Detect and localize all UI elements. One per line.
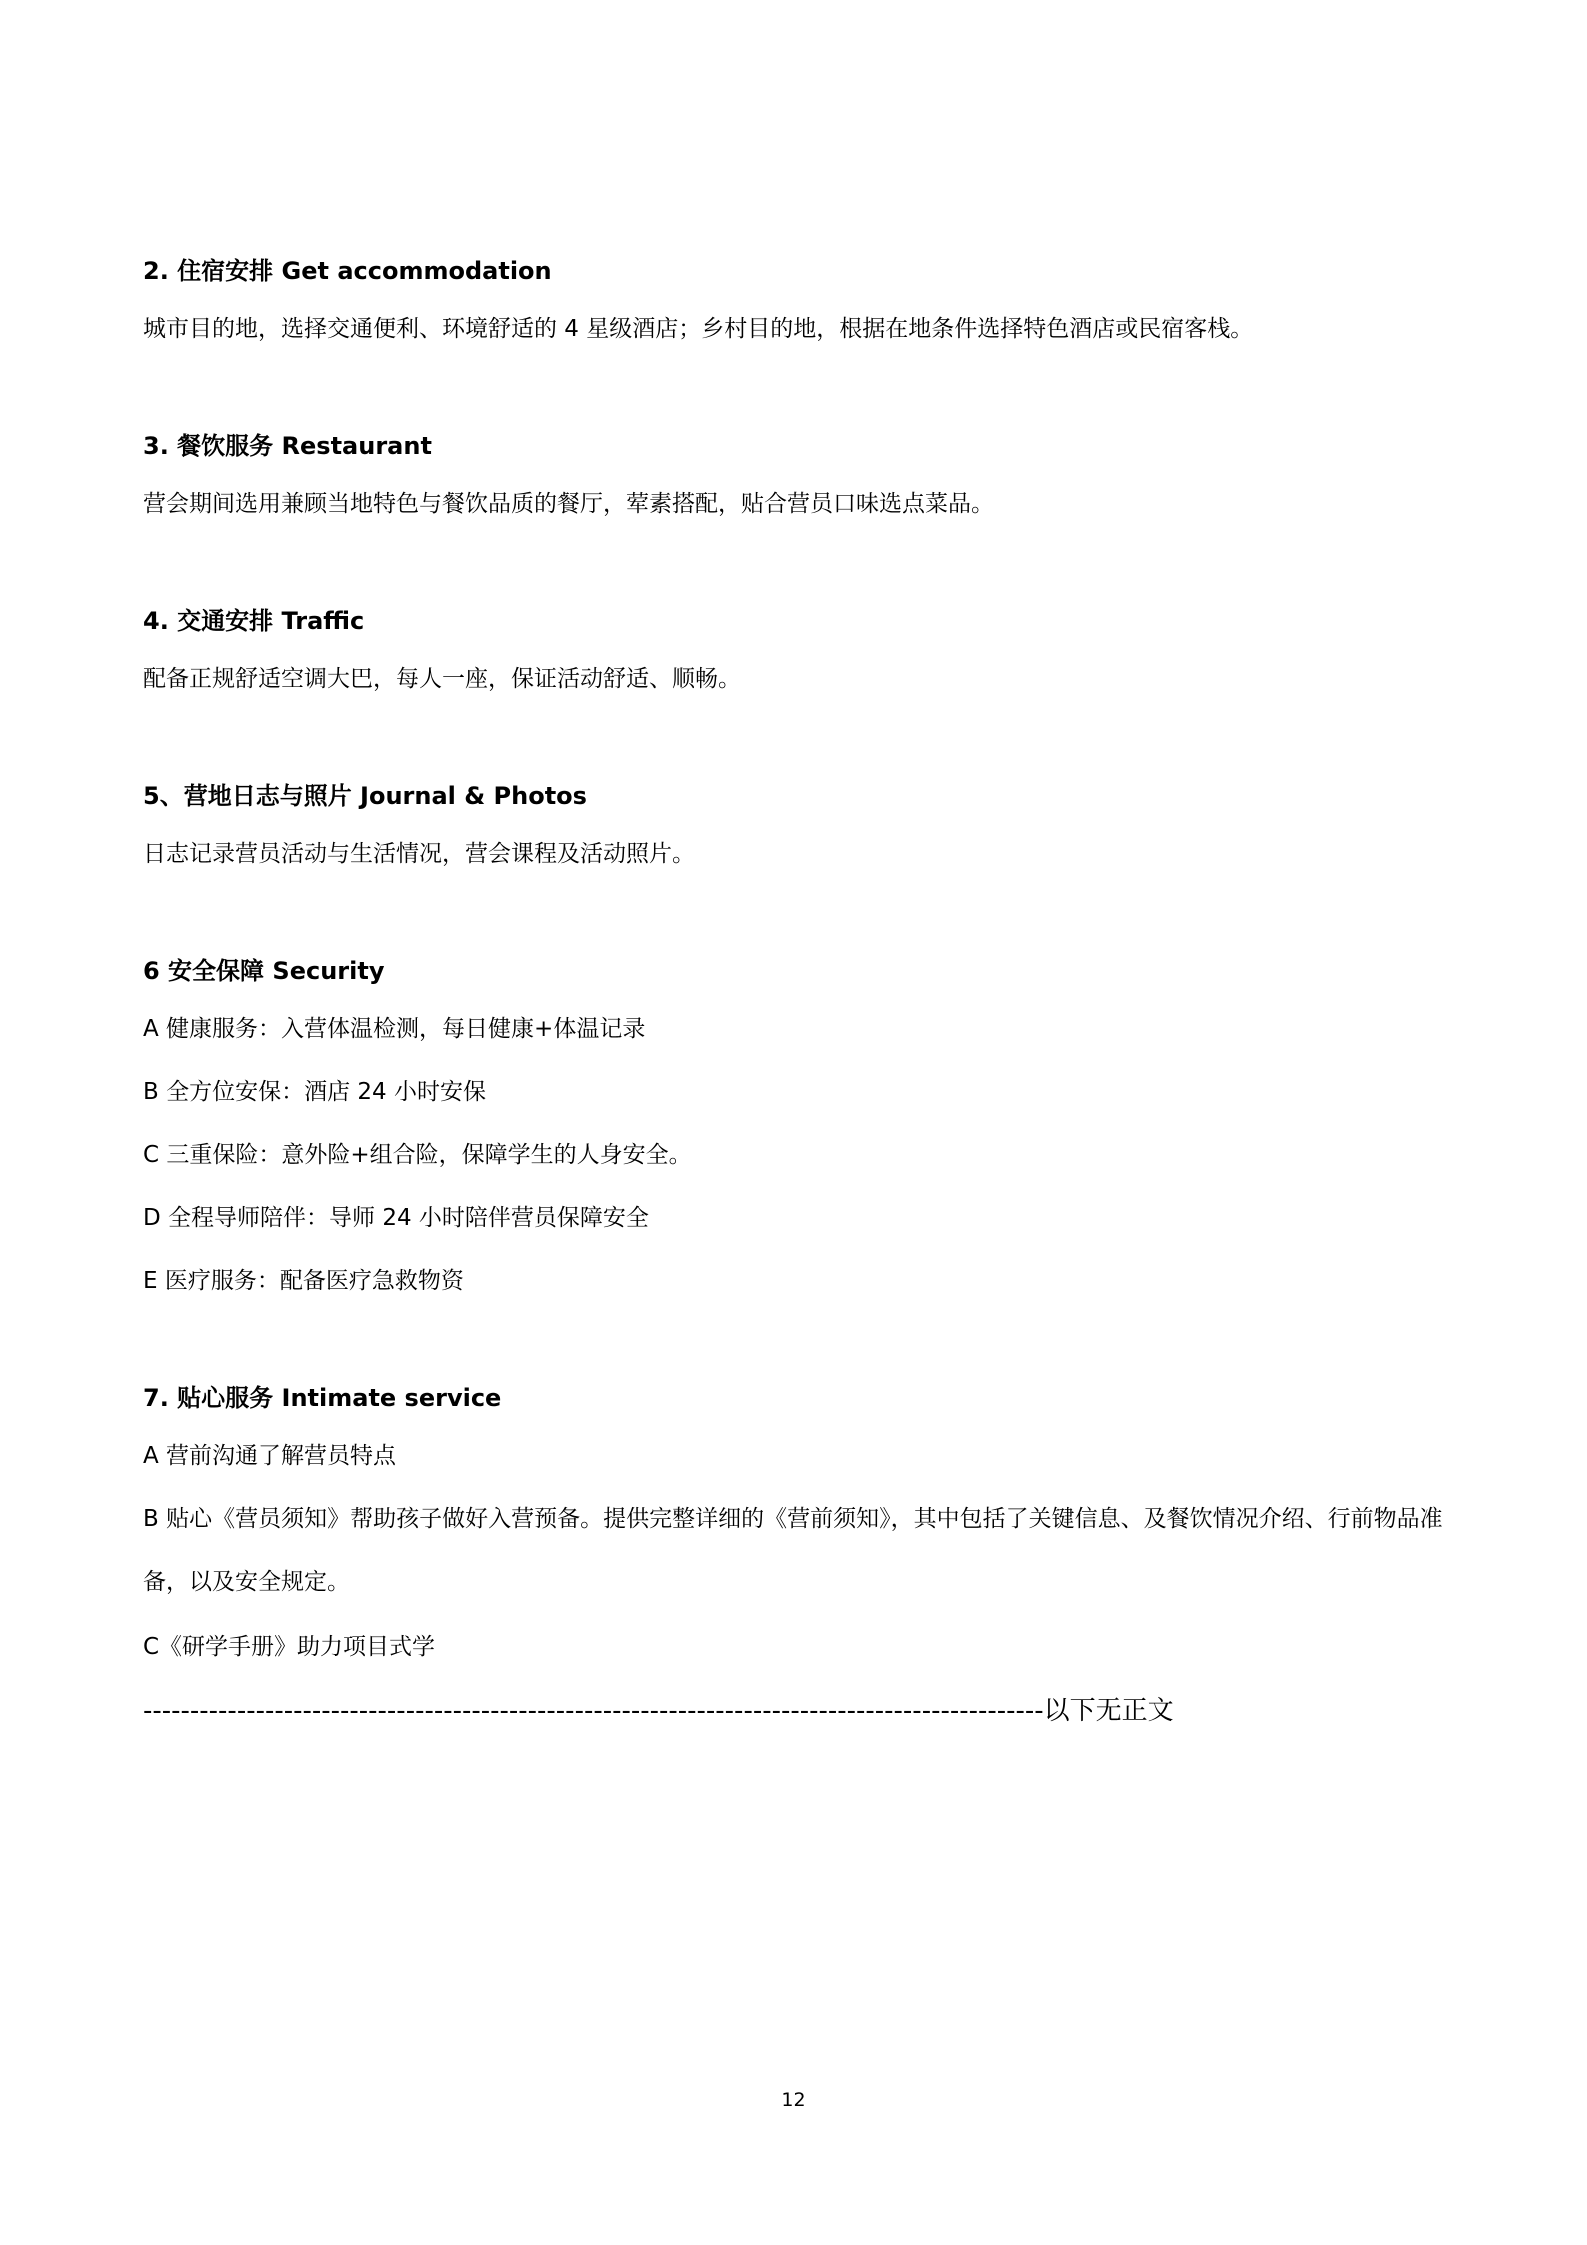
page-content: [143, 238, 1463, 1729]
list-item: B 全方位安保：酒店 24 小时安保: [143, 1079, 486, 1105]
list-item: E 医疗服务：配备医疗急救物资: [143, 1268, 464, 1294]
section-heading: 5、营地日志与照片 Journal & Photos: [143, 782, 587, 810]
list-item: C 三重保险：意外险+组合险，保障学生的人身安全。: [143, 1142, 692, 1168]
list-item: A 健康服务：入营体温检测，每日健康+体温记录: [143, 1016, 646, 1042]
list-item: C《研学手册》助力项目式学: [143, 1634, 436, 1660]
section-paragraph: 日志记录营员活动与生活情况，营会课程及活动照片。: [143, 841, 695, 867]
section-traffic: [143, 604, 1463, 696]
section-intimate-service: [143, 1381, 1463, 1664]
section-journal-photos: [143, 779, 1463, 871]
section-paragraph: 配备正规舒适空调大巴，每人一座，保证活动舒适、顺畅。: [143, 666, 741, 692]
section-restaurant: [143, 429, 1463, 521]
section-heading: 4. 交通安排 Traffic: [143, 607, 365, 635]
section-paragraph: 营会期间选用兼顾当地特色与餐饮品质的餐厅，荤素搭配，贴合营员口味选点菜品。: [143, 491, 994, 517]
section-heading: 3. 餐饮服务 Restaurant: [143, 432, 432, 460]
list-item: B 贴心《营员须知》帮助孩子做好入营预备。提供完整详细的《营前须知》，其中包括了关键信息、及餐饮情况介绍、行前物品准备，以及安全规定。: [143, 1506, 1443, 1595]
end-of-text-marker: ------------------------------------------------------------------------------------------------以下无正文: [143, 1696, 1174, 1726]
section-heading: 2. 住宿安排 Get accommodation: [143, 257, 552, 285]
page-number: 12: [781, 2089, 806, 2111]
list-item: A 营前沟通了解营员特点: [143, 1443, 397, 1469]
section-security: [143, 954, 1463, 1298]
section-accommodation: [143, 254, 1463, 346]
section-heading: 6 安全保障 Security: [143, 957, 385, 985]
section-heading: 7. 贴心服务 Intimate service: [143, 1384, 502, 1412]
section-paragraph: 城市目的地，选择交通便利、环境舒适的 4 星级酒店；乡村目的地，根据在地条件选择特色酒店或民宿客栈。: [143, 316, 1254, 342]
list-item: D 全程导师陪伴：导师 24 小时陪伴营员保障安全: [143, 1205, 649, 1231]
